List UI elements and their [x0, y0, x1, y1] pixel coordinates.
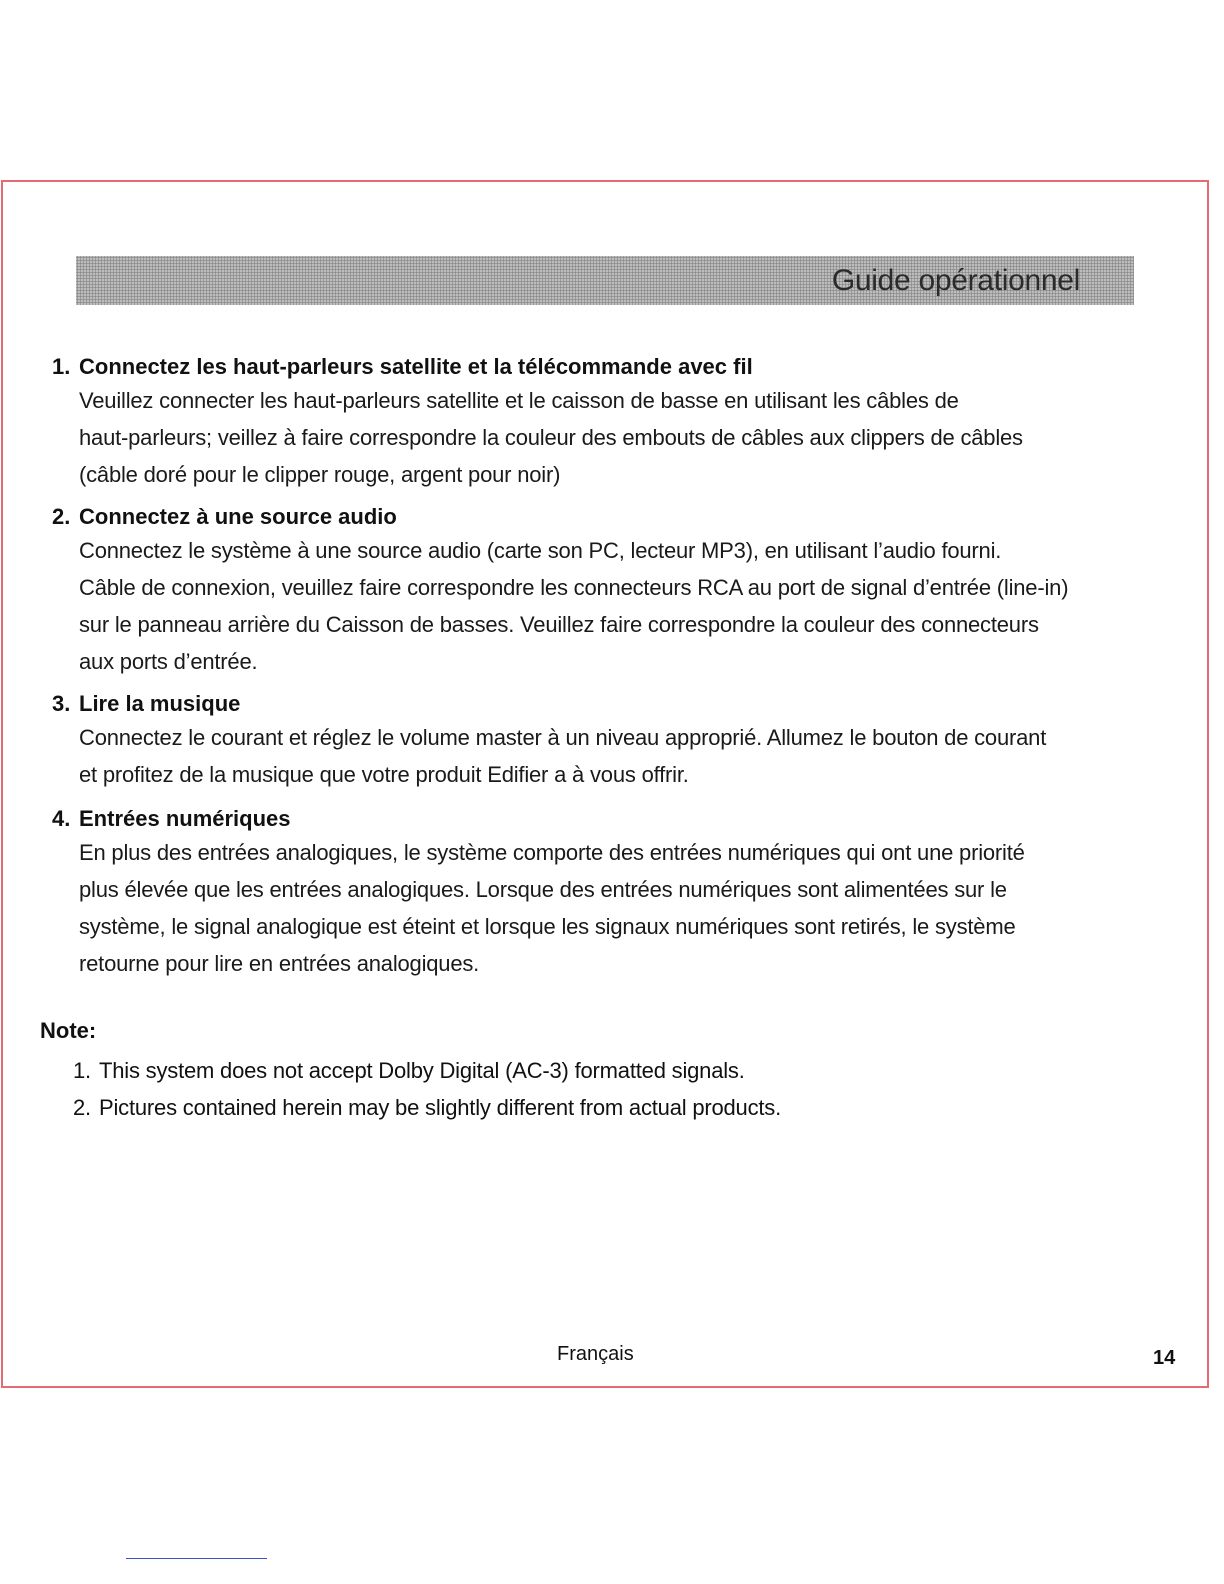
body-line: Veuillez connecter les haut-parleurs satellite et le caisson de basse en utilisant les câbles de: [79, 388, 959, 413]
instruction-section-4: [52, 804, 1172, 982]
note-item: [73, 1052, 1140, 1089]
instruction-section-1: [52, 352, 1172, 493]
bottom-divider: [126, 1558, 267, 1559]
body-line: aux ports d’entrée.: [79, 649, 258, 674]
note-heading: Note:: [40, 1018, 97, 1043]
note-list: [73, 1052, 1140, 1126]
section-title-text: Lire la musique: [79, 691, 241, 716]
body-line: sur le panneau arrière du Caisson de basses. Veuillez faire correspondre la couleur des connecteurs: [79, 612, 1039, 637]
section-heading: [52, 502, 1172, 532]
body-line: Connectez le système à une source audio (carte son PC, lecteur MP3), en utilisant l’audio fourni.: [79, 538, 1002, 563]
note-section: [40, 1016, 1140, 1126]
section-heading: [52, 352, 1172, 382]
page-number: 14: [1153, 1347, 1176, 1369]
body-line: Câble de connexion, veuillez faire correspondre les connecteurs RCA au port de signal d’entrée (line-in): [79, 575, 1069, 600]
note-number: 2.: [73, 1095, 91, 1120]
section-number: 3.: [52, 691, 71, 716]
body-line: En plus des entrées analogiques, le système comporte des entrées numériques qui ont une priorité: [79, 840, 1025, 865]
note-number: 1.: [73, 1058, 91, 1083]
section-body: [79, 834, 1172, 982]
body-line: Connectez le courant et réglez le volume master à un niveau approprié. Allumez le bouton de courant: [79, 725, 1047, 750]
footer-language: Français: [557, 1343, 634, 1365]
page-title: Guide opérationnel: [831, 264, 1080, 297]
body-line: (câble doré pour le clipper rouge, argent pour noir): [79, 462, 561, 487]
section-heading: [52, 804, 1172, 834]
section-number: 1.: [52, 354, 71, 379]
note-text: This system does not accept Dolby Digital (AC-3) formatted signals.: [99, 1058, 745, 1083]
body-line: plus élevée que les entrées analogiques. Lorsque des entrées numériques sont alimentées sur le: [79, 877, 1007, 902]
note-text: Pictures contained herein may be slightly different from actual products.: [99, 1095, 782, 1120]
section-number: 2.: [52, 504, 71, 529]
section-heading: [52, 689, 1172, 719]
section-number: 4.: [52, 806, 71, 831]
section-body: [79, 382, 1172, 493]
body-line: et profitez de la musique que votre produit Edifier a à vous offrir.: [79, 762, 689, 787]
section-body: [79, 532, 1172, 680]
instruction-section-3: [52, 689, 1172, 793]
section-title-text: Connectez à une source audio: [79, 504, 397, 529]
section-header-bar: [76, 256, 1134, 305]
section-title-text: Connectez les haut-parleurs satellite et la télécommande avec fil: [79, 354, 753, 379]
instruction-section-2: [52, 502, 1172, 680]
body-line: retourne pour lire en entrées analogiques.: [79, 951, 480, 976]
section-body: [79, 719, 1172, 793]
body-line: système, le signal analogique est éteint et lorsque les signaux numériques sont retirés, le système: [79, 914, 1016, 939]
body-line: haut-parleurs; veillez à faire correspondre la couleur des embouts de câbles aux clippers de câbles: [79, 425, 1023, 450]
section-title-text: Entrées numériques: [79, 806, 291, 831]
note-item: [73, 1089, 1140, 1126]
